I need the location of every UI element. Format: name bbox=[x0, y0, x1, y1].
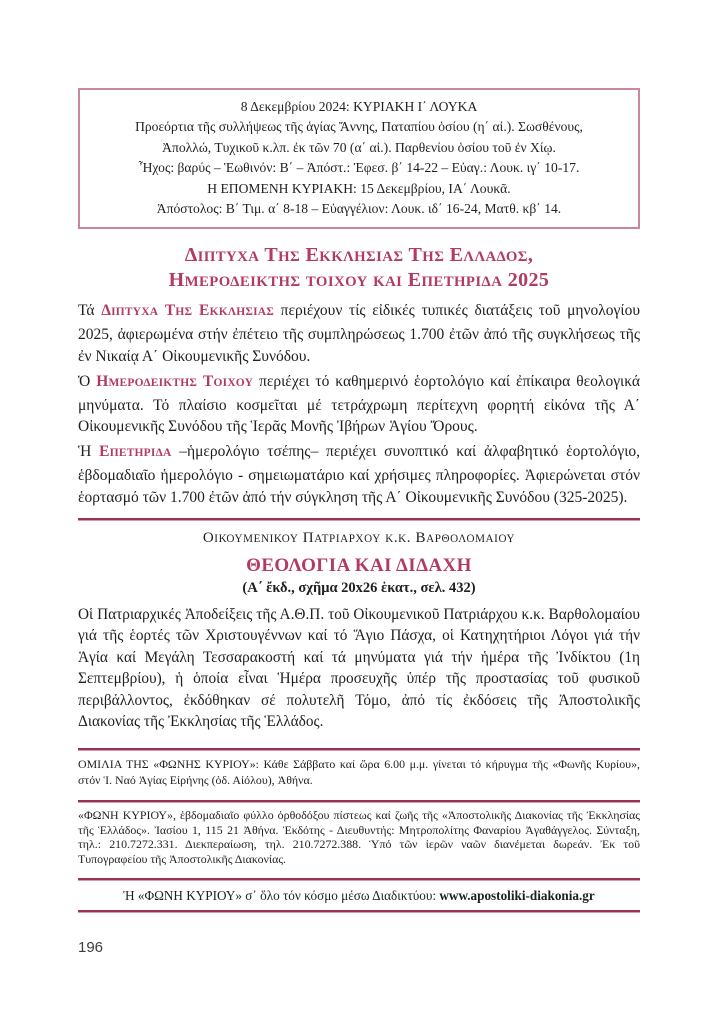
website-url: www.apostoliki-diakonia.gr bbox=[439, 888, 595, 904]
internet-line-text: Ἡ «ΦΩΝΗ ΚΥΡΙΟΥ» σ᾽ ὅλο τόν κόσμο μέσω Διαδικτύου: bbox=[123, 888, 440, 904]
section-title-diptycha bbox=[78, 244, 640, 294]
internet-line bbox=[78, 888, 640, 904]
book-title: ΘΕΟΛΟΓΙΑ ΚΑΙ ΔΙΔΑΧΗ bbox=[246, 554, 472, 576]
calendar-line-next-readings: Ἀπόστολος: Β΄ Τιμ. α΄ 8-18 – Εὐαγγέλιον: Λουκ. ιδ΄ 16-24, Ματθ. κβ΄ 14. bbox=[156, 201, 562, 217]
paragraph-text: περιέχουν τίς εἰδικές τυπικές διατάξεις τοῦ μηνολογίου 2025, ἀφιερωμένα στήν ἐπέτειο τῆς συμπληρώσεως 1.700 ἐτῶν ἀπό τῆς συγκλήσεως τῆς ἐν Νικαίᾳ Α΄ Οἰκουμενικῆς Συνόδου. bbox=[78, 302, 640, 366]
section-title-line-2: ΗΜΕΡΟΔΕΙΚΤΗΣ ΤΟΙΧΟΥ ΚΑΙ ΕΠΕΤΗΡΙΔΑ 2025 bbox=[168, 269, 550, 292]
section-divider bbox=[78, 518, 640, 521]
keyword-diptycha: ΔΙΠΤΥΧΑ ΤΗΣ ΕΚΚΛΗΣΙΑΣ bbox=[101, 302, 274, 320]
calendar-box bbox=[78, 88, 640, 229]
section-divider bbox=[78, 748, 640, 751]
section-divider bbox=[78, 910, 640, 913]
section-divider bbox=[78, 878, 640, 881]
section-title-line-1: ΔΙΠΤΥΧΑ ΤΗΣ ΕΚΚΛΗΣΙΑΣ ΤΗΣ ΕΛΛΑΔΟΣ, bbox=[184, 244, 534, 267]
calendar-line-next-sunday: Η ΕΠΟΜΕΝΗ ΚΥΡΙΑΚΗ: 15 Δεκεμβρίου, ΙΑ΄ Λουκᾶ. bbox=[207, 180, 511, 196]
paragraph-text: περιέχει τό καθημερινό ἑορτολόγιο καί ἐπίκαιρα θεολογικά μηνύματα. Τό πλαίσιο κοσμεῖται μέ τετράχρωμη περίτεχνη φορητή εἰκόνα τῆς Α΄ Οἰκουμενικῆς Συνόδου τῆς Ἱερᾶς Μονῆς Ἰβήρων Ἁγίου Ὄρους. bbox=[78, 372, 641, 436]
colophon: «ΦΩΝΗ ΚΥΡΙΟΥ», ἑβδομαδιαῖο φύλλο ὀρθοδόξου πίστεως καί ζωῆς τῆς «Ἀποστολικῆς Διακονίας τῆς Ἐκκλησίας τῆς Ἑλλάδος». Ἰασίου 1, 115 21 Ἀθήνα. Ἐκδότης - Διευθυντής: Μητροπολίτης Φαναρίου Ἀγαθάγγελος. Σύνταξη, τηλ.: 210.7272.331. Διεκπεραίωση, τηλ. 210.7272.388. Ὑπό τῶν ἱερῶν ναῶν διανέμεται δωρεάν. Ἐκ τοῦ Τυπογραφείου τῆς Ἀποστολικῆς Διακονίας. bbox=[78, 807, 640, 866]
paragraph-prefix: Ὁ bbox=[78, 372, 97, 390]
keyword-imerodeiktis: ΗΜΕΡΟΔΕΙΚΤΗΣ ΤΟΙΧΟΥ bbox=[96, 372, 254, 390]
book-subtitle: (Α΄ ἔκδ., σχῆμα 20x26 ἑκατ., σελ. 432) bbox=[242, 579, 476, 596]
calendar-line-readings: Ἦχος: βαρύς – Ἑωθινόν: Β΄ – Ἀπόστ.: Ἐφεσ. β΄ 14-22 – Εὐαγ.: Λουκ. ιγ΄ 10-17. bbox=[138, 160, 580, 176]
paragraph-diptycha bbox=[78, 300, 640, 367]
calendar-line-date: 8 Δεκεμβρίου 2024: ΚΥΡΙΑΚΗ Ι΄ ΛΟΥΚΑ bbox=[240, 99, 478, 114]
keyword-epetirida: ΕΠΕΤΗΡΙΔΑ bbox=[99, 443, 172, 461]
paragraph-epetirida bbox=[78, 441, 640, 508]
calendar-line-saints-2: Ἀπολλώ, Τυχικοῦ κ.λπ. ἐκ τῶν 70 (α΄ αἰ.). Παρθενίου ὁσίου τοῦ ἐν Χίῳ. bbox=[162, 139, 556, 155]
book-description: Οἱ Πατριαρχικές Ἀποδείξεις τῆς Α.Θ.Π. τοῦ Οἰκουμενικοῦ Πατριάρχου κ.κ. Βαρθολομαίου γιά τῆς ἑορτές τῶν Χριστουγέννων καί τό Ἅγιο Πάσχα, οἱ Κατηχητήριοι Λόγοι γιά τήν Ἁγία καί Μεγάλη Τεσσαρακοστή καί τά μηνύματα γιά τήν ἡμέρα τῆς Ἰνδίκτου (1η Σεπτεμβρίου), ἡ ὁποία εἶναι Ἡμέρα προσευχῆς ὑπέρ τῆς προστασίας τοῦ φυσικοῦ περιβάλλοντος, ἐκδόθηκαν σέ πολυτελῆ Τόμο, ἀπό τίς ἐκδόσεις τῆς Ἀποστολικῆς Διακονίας τῆς Ἐκκλησίας τῆς Ἑλλάδος. bbox=[78, 605, 640, 731]
homily-notice: ΟΜΙΛΙΑ ΤΗΣ «ΦΩΝΗΣ ΚΥΡΙΟΥ»: Κάθε Σάββατο καί ὥρα 6.00 μ.μ. γίνεται τό κήρυγμα τῆς «Φωνῆς Κυρίου», στόν Ἱ. Ναό Ἁγίας Εἰρήνης (ὁδ. Αἰόλου), Ἀθήνα. bbox=[78, 756, 640, 787]
paragraph-imerodeiktis bbox=[78, 371, 640, 438]
paragraph-prefix: Ἡ bbox=[78, 443, 100, 461]
book-author-line: ΟΙΚΟΥΜΕΝΙΚΟΥ ΠΑΤΡΙΑΡΧΟΥ Κ.Κ. ΒΑΡΘΟΛΟΜΑΙΟΥ bbox=[202, 529, 516, 546]
page-number: 196 bbox=[78, 939, 104, 957]
paragraph-text: –ἡμερολόγιο τσέπης– περιέχει συνοπτικό καί ἀλφαβητικό ἑορτολόγιο, ἑβδομαδιαῖο ἡμερολόγιο - σημειωματάριο καί χρήσιμες πληροφορίες. Ἀφιερώνεται στόν ἑορτασμό τῶν 1.700 ἐτῶν ἀπό τήν σύγκληση τῆς Α΄ Οἰκουμενικῆς Συνόδου (325-2025). bbox=[78, 443, 641, 506]
paragraph-prefix: Τά bbox=[78, 302, 102, 320]
calendar-line-saints-1: Προεόρτια τῆς συλλήψεως τῆς ἁγίας Ἄννης, Παταπίου ὁσίου (η΄ αἰ.). Σωσθένους, bbox=[135, 119, 583, 135]
section-divider bbox=[78, 800, 640, 803]
